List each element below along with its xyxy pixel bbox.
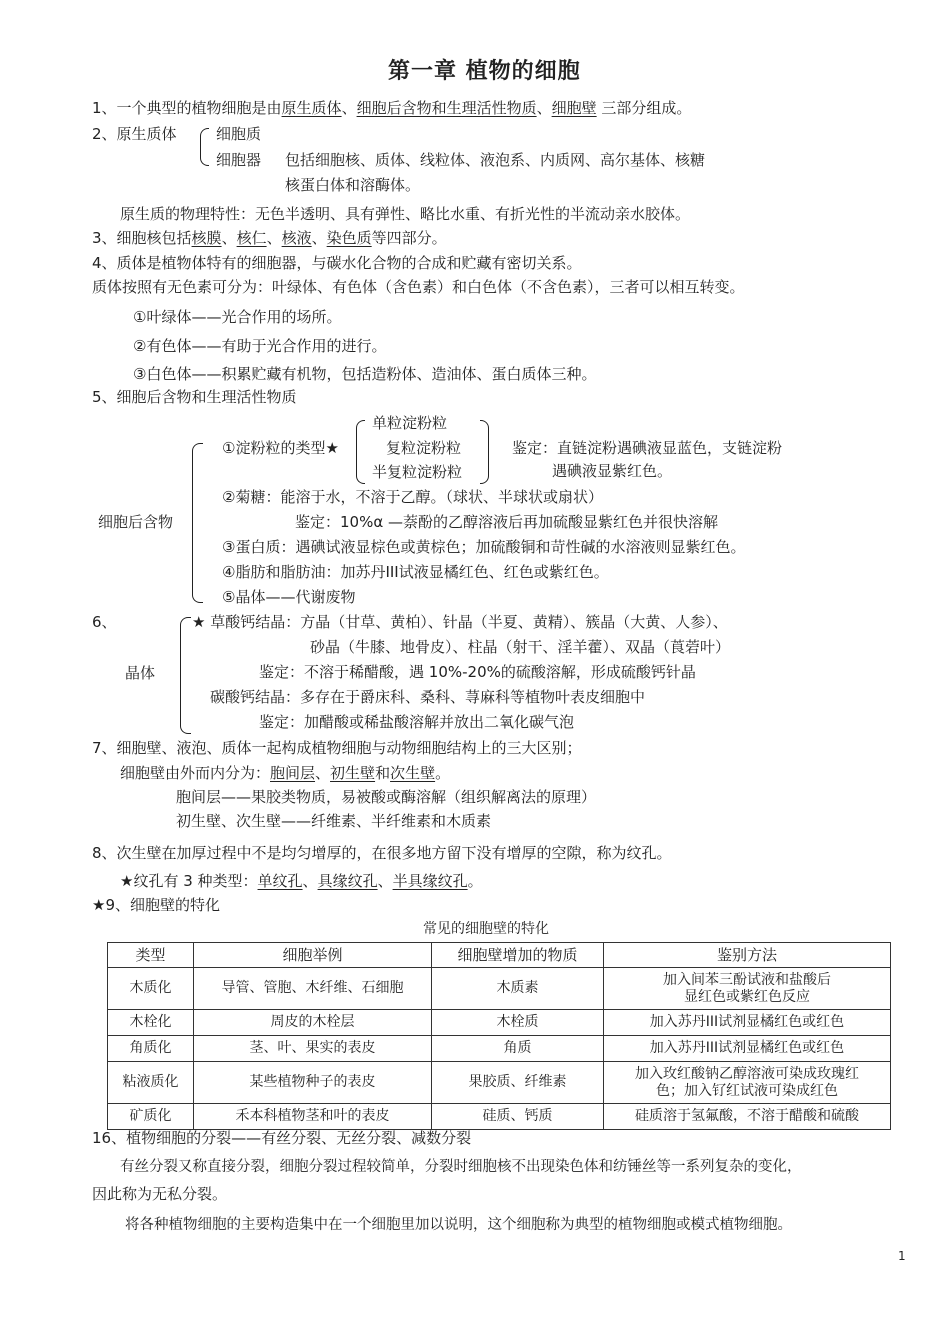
- s6-line2: 砂晶（牛膝、地骨皮）、柱晶（射干、淫羊藿）、双晶（莨菪叶）: [310, 638, 731, 656]
- s7-term: 初生壁: [330, 764, 376, 782]
- s8-line2: [120, 871, 483, 891]
- s5-protein: ③蛋白质：遇碘试液显棕色或黄棕色；加硫酸铜和苛性碱的水溶液则显紫红色。: [222, 538, 746, 556]
- section-3: [92, 228, 447, 248]
- s5-starch-type: 复粒淀粉粒: [386, 439, 462, 457]
- s2-label: 2、原生质体: [92, 125, 177, 143]
- s3-term: 核液: [281, 229, 312, 247]
- s2-organelle-desc: 包括细胞核、质体、线粒体、液泡系、内质网、高尔基体、核糖: [285, 151, 706, 169]
- s6-line5: 鉴定：加醋酸或稀盐酸溶解并放出二氧化碳气泡: [259, 713, 575, 731]
- table-header: 细胞举例: [194, 943, 432, 968]
- s1-post: 三部分组成。: [596, 99, 692, 117]
- s2-item-organelle: 细胞器: [216, 151, 262, 169]
- s7-term: 次生壁: [390, 764, 436, 782]
- s6-line3: 鉴定：不溶于稀醋酸，遇 10%-20%的硫酸溶解，形成硫酸钙针晶: [259, 663, 696, 681]
- table-cell: 加入苏丹III试剂显橘红色或红色: [604, 1036, 891, 1062]
- s8-sep: 、: [377, 872, 393, 890]
- s3-term: 核仁: [236, 229, 267, 247]
- table-cell: 硅质溶于氢氟酸，不溶于醋酸和硫酸: [604, 1104, 891, 1130]
- s4-item1: ①叶绿体——光合作用的场所。: [133, 308, 342, 326]
- s8-pre: ★纹孔有 3 种类型：: [120, 872, 258, 890]
- s1-pre: 1、一个典型的植物细胞是由: [92, 99, 282, 117]
- s4-item3: ③白色体——积累贮藏有机物，包括造粉体、造油体、蛋白质体三种。: [133, 365, 597, 383]
- table-cell: 硅质、钙质: [432, 1104, 604, 1130]
- table-header-row: [108, 943, 891, 968]
- table-cell: 角质: [432, 1036, 604, 1062]
- s3-sep: 、: [266, 229, 282, 247]
- table-cell: [604, 1062, 891, 1104]
- s8-line1: 8、次生壁在加厚过程中不是均匀增厚的，在很多地方留下没有增厚的空隙，称为纹孔。: [92, 844, 672, 862]
- s4-line1: 4、质体是植物体特有的细胞器，与碳水化合物的合成和贮藏有密切关系。: [92, 254, 582, 272]
- s1-term-ergastic: 细胞后含物和生理活性物质: [356, 99, 537, 117]
- table-cell: 粘液质化: [108, 1062, 194, 1104]
- s7-line1: 7、细胞壁、液泡、质体一起构成植物细胞与动物细胞结构上的三大区别；: [92, 739, 582, 757]
- table-header: 类型: [108, 943, 194, 968]
- table-cell-line: 加入间苯三酚试液和盐酸后: [663, 971, 831, 988]
- s8-term: 具缘纹孔: [317, 872, 378, 890]
- s6-num: 6、: [92, 613, 117, 631]
- s7-line4: 初生壁、次生壁——纤维素、半纤维素和木质素: [176, 812, 492, 830]
- s3-sep: 、: [311, 229, 327, 247]
- table-row: [108, 1062, 891, 1104]
- s16-heading: 16、植物细胞的分裂——有丝分裂、无丝分裂、减数分裂: [92, 1129, 472, 1147]
- s2-properties: 原生质的物理特性：无色半透明、具有弹性、略比水重、有折光性的半流动亲水胶体。: [120, 205, 691, 223]
- table-row: [108, 1010, 891, 1036]
- s9-table-caption: 常见的细胞壁的特化: [423, 921, 549, 937]
- table-header: 鉴别方法: [604, 943, 891, 968]
- table-cell: 周皮的木栓层: [194, 1010, 432, 1036]
- table-cell: 角质化: [108, 1036, 194, 1062]
- table-cell: 木质素: [432, 968, 604, 1010]
- s5-group-label: 细胞后含物: [98, 513, 174, 531]
- s5-starch-rbrace: [480, 420, 489, 484]
- s5-starch-label: ①淀粉粒的类型★: [222, 439, 339, 457]
- s7-sep: 和: [375, 764, 391, 782]
- table-cell: 导管、管胞、木纤维、石细胞: [194, 968, 432, 1010]
- s6-line4: 碳酸钙结晶：多存在于爵床科、桑科、荨麻科等植物叶表皮细胞中: [210, 688, 646, 706]
- s3-term: 染色质: [326, 229, 372, 247]
- s3-pre: 3、细胞核包括: [92, 229, 192, 247]
- s5-inulin-test: 鉴定：10%α —萘酚的乙醇溶液后再加硫酸显紫红色并很快溶解: [295, 513, 718, 531]
- s1-term-wall: 细胞壁: [551, 99, 597, 117]
- s2-brace: [200, 128, 209, 166]
- s3-term: 核膜: [191, 229, 222, 247]
- table-cell: 茎、叶、果实的表皮: [194, 1036, 432, 1062]
- s16-para1: 有丝分裂又称直接分裂，细胞分裂过程较简单，分裂时细胞核不出现染色体和纺锤丝等一系列复杂的变化，: [120, 1159, 802, 1175]
- s5-starch-test-cont: 遇碘液显紫红色。: [552, 462, 673, 480]
- s5-starch-type: 半复粒淀粉粒: [372, 463, 463, 481]
- section-1: [92, 98, 691, 118]
- table-row: [108, 1104, 891, 1130]
- s9-heading: ★9、细胞壁的特化: [92, 896, 220, 914]
- s2-item-cytoplasm: 细胞质: [216, 125, 262, 143]
- s4-line2: 质体按照有无色素可分为：叶绿体、有色体（含色素）和白色体（不含色素），三者可以相互转变。: [92, 278, 745, 296]
- table-cell-line: 显红色或紫红色反应: [684, 988, 810, 1005]
- s16-para1-cont: 因此称为无私分裂。: [92, 1185, 228, 1203]
- table-row: [108, 1036, 891, 1062]
- s8-sep: 、: [302, 872, 318, 890]
- s5-inulin: ②菊糖：能溶于水，不溶于乙醇。（球状、半球状或扇状）: [222, 488, 603, 506]
- wall-specialization-table: [107, 942, 891, 1130]
- page-number: 1: [898, 1249, 906, 1263]
- table-row: [108, 968, 891, 1010]
- s5-fat: ④脂肪和脂肪油：加苏丹III试液显橘红色、红色或紫红色。: [222, 563, 609, 581]
- table-cell: 木栓化: [108, 1010, 194, 1036]
- s4-item2: ②有色体——有助于光合作用的进行。: [133, 337, 387, 355]
- s7-term: 胞间层: [270, 764, 316, 782]
- s7-sep: 、: [315, 764, 331, 782]
- s6-brace: [180, 617, 191, 734]
- s3-post: 等四部分。: [371, 229, 447, 247]
- s1-sep: 、: [536, 99, 552, 117]
- table-header: 细胞壁增加的物质: [432, 943, 604, 968]
- s8-post: 。: [467, 872, 483, 890]
- s2-organelle-desc-cont: 核蛋白体和溶酶体。: [285, 176, 421, 194]
- s7-post: 。: [435, 764, 451, 782]
- s7-pre: 细胞壁由外而内分为：: [120, 764, 271, 782]
- s1-term-protoplast: 原生质体: [281, 99, 342, 117]
- s5-main-brace: [192, 443, 203, 603]
- table-cell: 加入苏丹III试剂显橘红色或红色: [604, 1010, 891, 1036]
- s6-line1: ★ 草酸钙结晶：方晶（甘草、黄柏）、针晶（半夏、黄精）、簇晶（大黄、人参）、: [192, 613, 728, 631]
- table-cell: 果胶质、纤维素: [432, 1062, 604, 1104]
- s8-term: 半具缘纹孔: [392, 872, 468, 890]
- s1-sep: 、: [341, 99, 357, 117]
- s7-line3: 胞间层——果胶类物质，易被酸或酶溶解（组织解离法的原理）: [176, 788, 597, 806]
- table-cell: 矿质化: [108, 1104, 194, 1130]
- table-cell-line: 色；加入钌红试液可染成红色: [656, 1082, 838, 1099]
- s7-line2: [120, 763, 450, 783]
- page-title: 第一章 植物的细胞: [388, 59, 581, 84]
- table-cell: 木栓质: [432, 1010, 604, 1036]
- table-cell: [604, 968, 891, 1010]
- s5-starch-brace: [356, 420, 365, 484]
- table-cell: 某些植物种子的表皮: [194, 1062, 432, 1104]
- s6-group-label: 晶体: [125, 664, 156, 682]
- table-cell: 木质化: [108, 968, 194, 1010]
- s16-para2: 将各种植物细胞的主要构造集中在一个细胞里加以说明，这个细胞称为典型的植物细胞或模式植物细胞。: [125, 1217, 792, 1233]
- s5-heading: 5、细胞后含物和生理活性物质: [92, 388, 297, 406]
- s8-term: 单纹孔: [257, 872, 303, 890]
- table-cell: 禾本科植物茎和叶的表皮: [194, 1104, 432, 1130]
- s5-starch-test: 鉴定：直链淀粉遇碘液显蓝色，支链淀粉: [512, 439, 783, 457]
- s5-starch-type: 单粒淀粉粒: [372, 414, 448, 432]
- s5-crystal: ⑤晶体——代谢废物: [222, 588, 356, 606]
- s3-sep: 、: [221, 229, 237, 247]
- table-cell-line: 加入玫红酸钠乙醇溶液可染成玫瑰红: [635, 1065, 859, 1082]
